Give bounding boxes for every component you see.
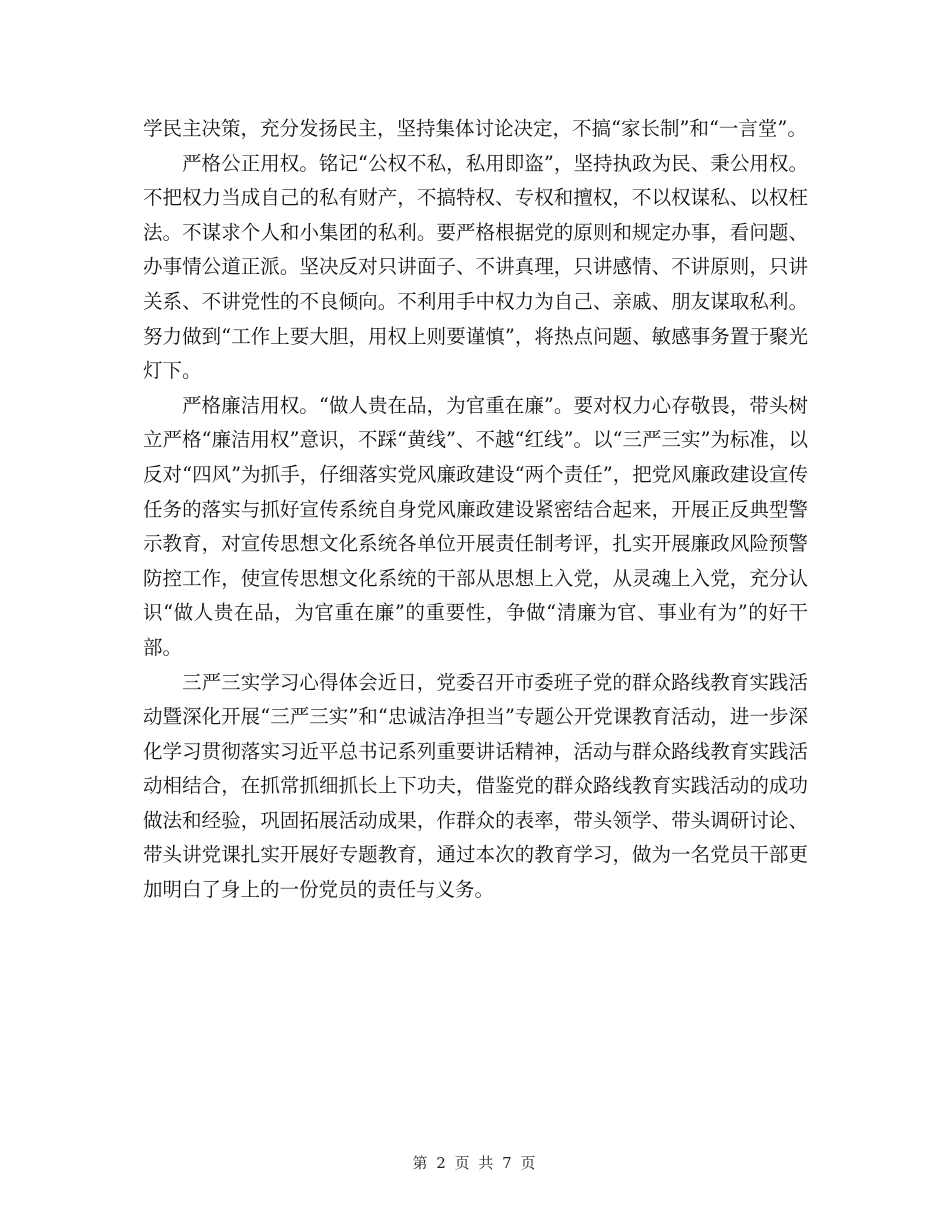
paragraph-continuation: 学民主决策，充分发扬民主，坚持集体讨论决定，不搞“家长制”和“一言堂”。 — [143, 117, 807, 140]
paragraph-study-reflection: 三严三实学习心得体会近日，党委召开市委班子党的群众路线教育实践活动暨深化开展“三严三实”和“忠诚洁净担当”专题公开党课教育活动，进一步深化学习贯彻落实习近平总书记系列重要讲话精神，活动与群众路线教育实践活动相结合，在抓常抓细抓长上下功夫，借鉴党的群众路线教育实践活动的成功做法和经验，巩固拓展活动成果，作群众的表率，带头领学、带头调研讨论、带头讲党课扎实开展好专题教育，通过本次的教育学习，做为一名党员干部更加明白了身上的一份党员的责任与义务。 — [143, 670, 808, 902]
document-body — [143, 112, 808, 908]
paragraph-clean-use-of-power: 严格廉洁用权。“做人贵在品，为官重在廉”。要对权力心存敬畏，带头树立严格“廉洁用权”意识，不踩“黄线”、不越“红线”。以“三严三实”为标准，以反对“四风”为抓手，仔细落实党风廉政建设“两个责任”，把党风廉政建设宣传任务的落实与抓好宣传系统自身党风廉政建设紧密结合起来，开展正反典型警示教育，对宣传思想文化系统各单位开展责任制考评，扎实开展廉政风险预警防控工作，使宣传思想文化系统的干部从思想上入党，从灵魂上入党，充分认识“做人贵在品，为官重在廉”的重要性，争做“清廉为官、事业有为”的好干部。 — [143, 393, 808, 659]
paragraph-fair-use-of-power: 严格公正用权。铭记“公权不私，私用即盗”，坚持执政为民、秉公用权。不把权力当成自己的私有财产，不搞特权、专权和擅权，不以权谋私、以权枉法。不谋求个人和小集团的私利。要严格根据党的原则和规定办事，看问题、办事情公道正派。坚决反对只讲面子、不讲真理，只讲感情、不讲原则，只讲关系、不讲党性的不良倾向。不利用手中权力为自己、亲戚、朋友谋取私利。努力做到“工作上要大胆，用权上则要谨慎”，将热点问题、敏感事务置于聚光灯下。 — [143, 151, 808, 383]
page-number-footer: 第 2 页 共 7 页 — [412, 1154, 538, 1172]
